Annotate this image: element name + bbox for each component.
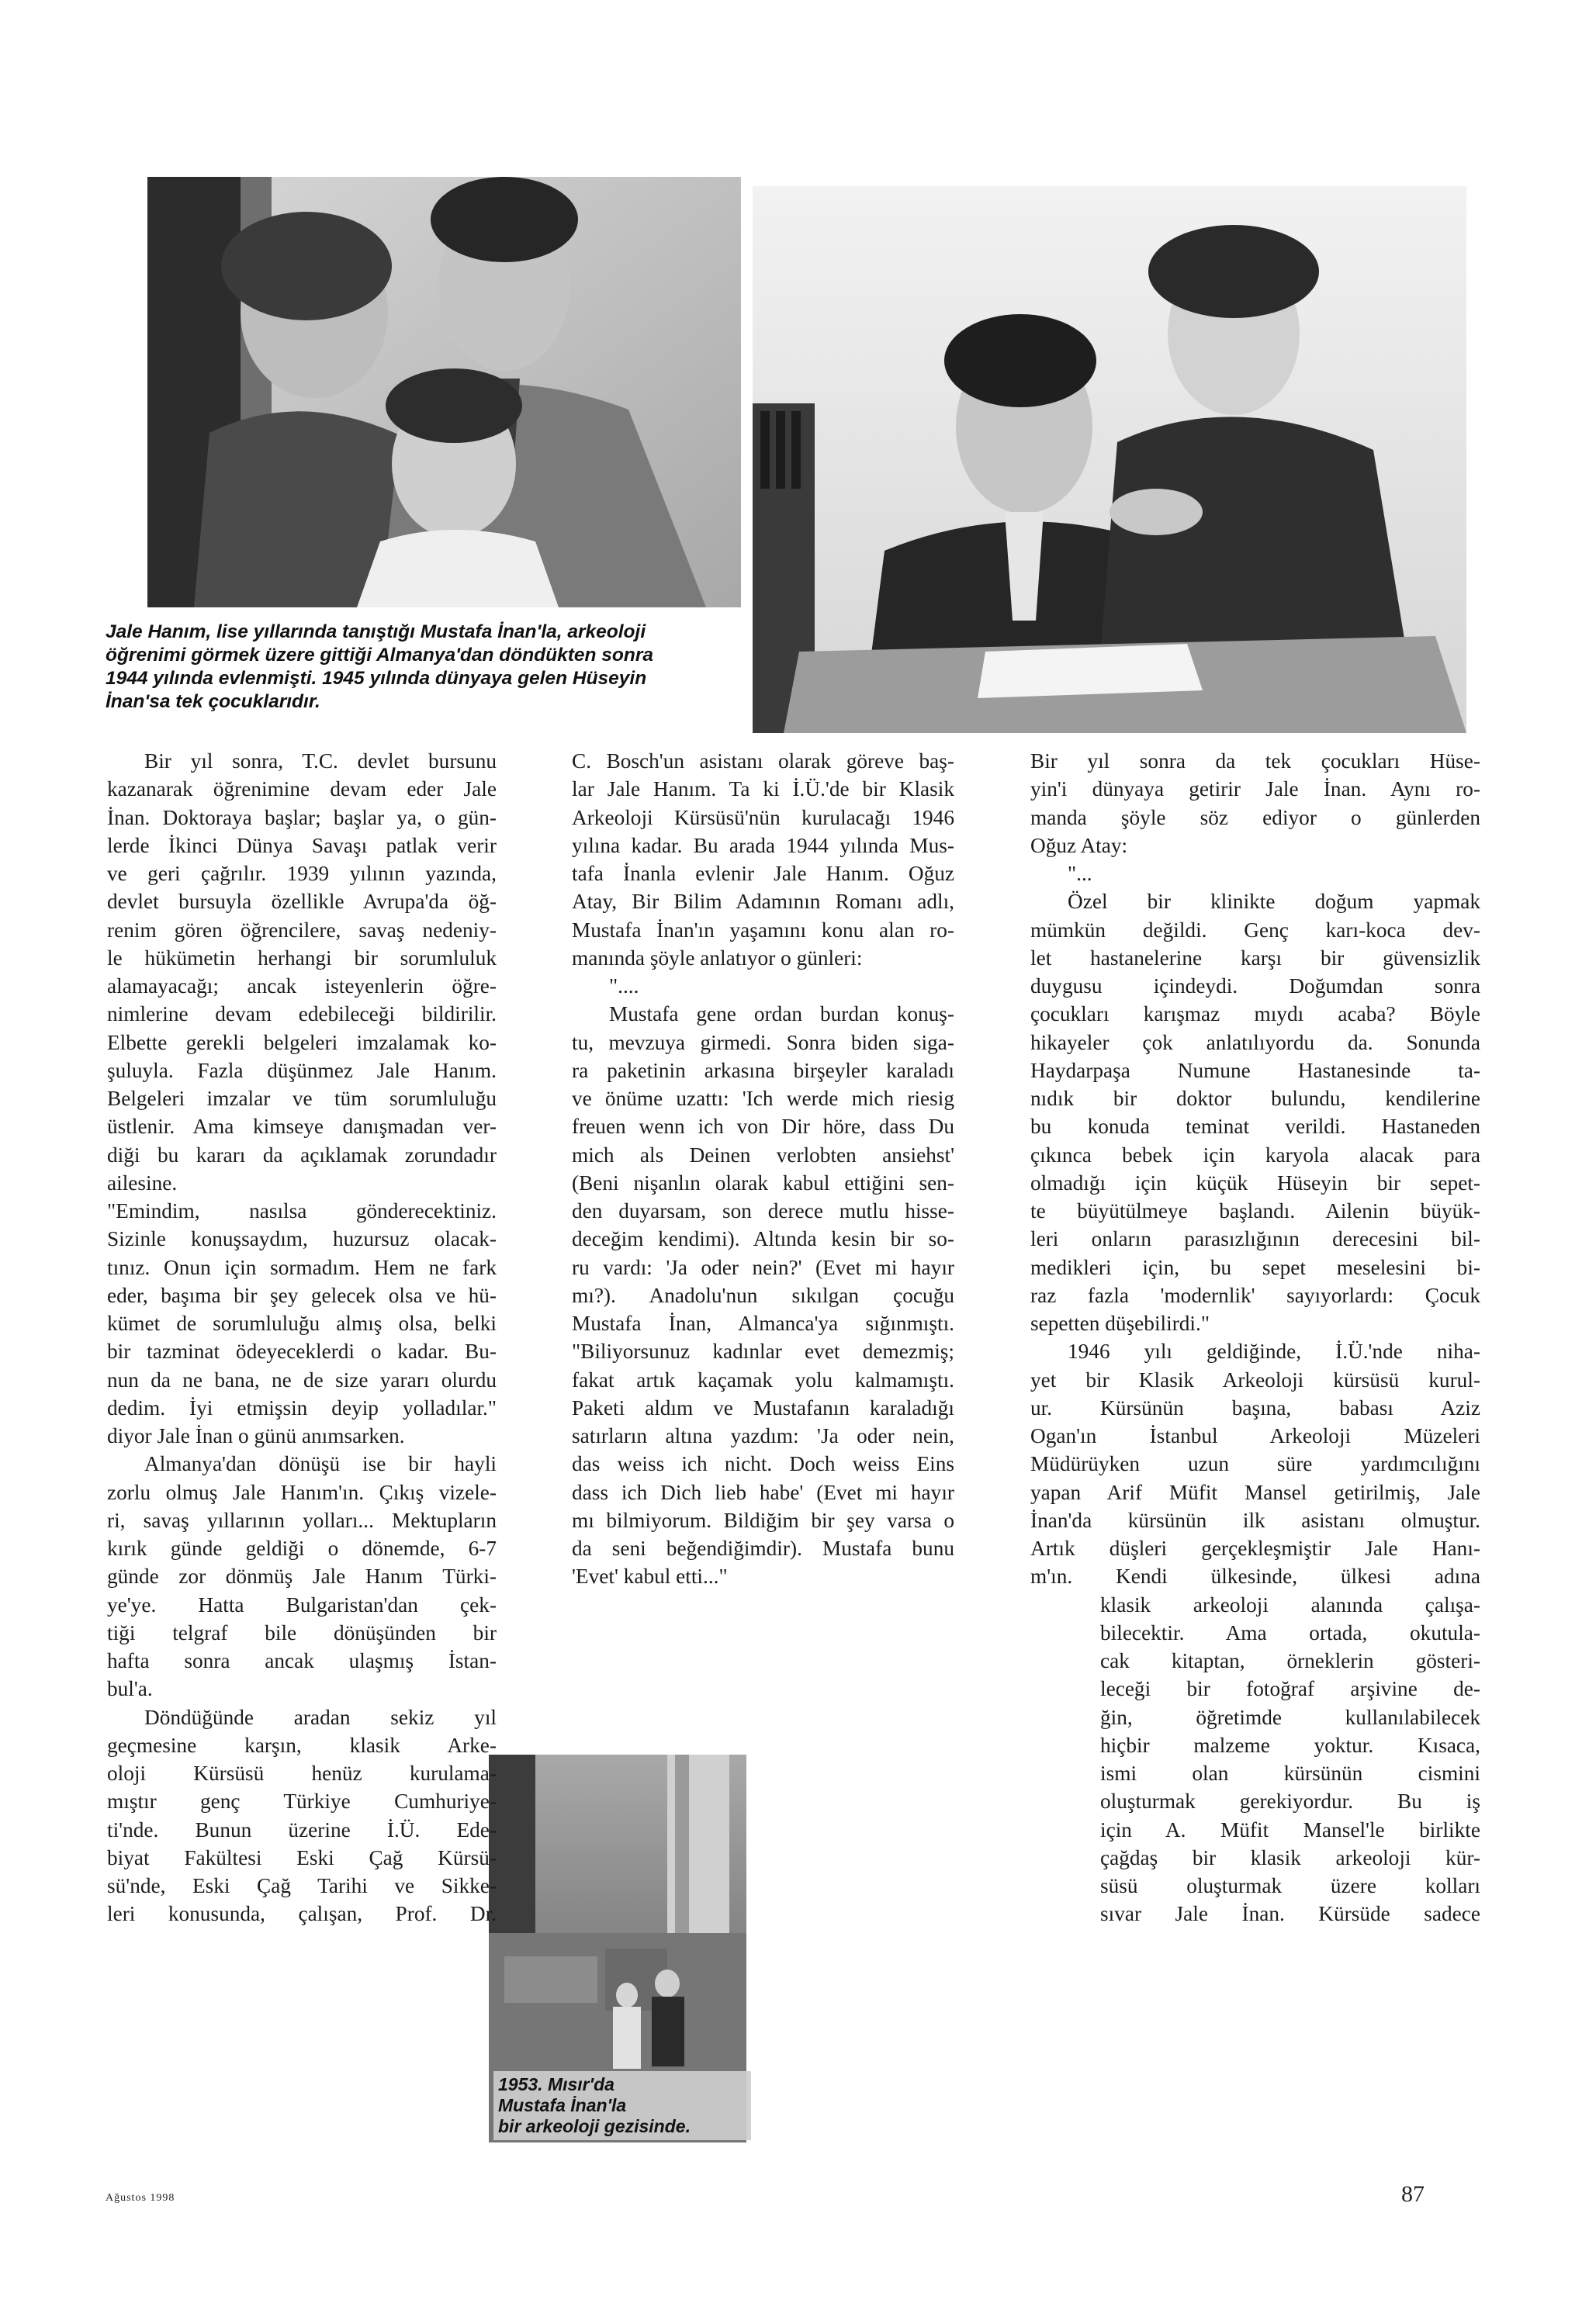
text-line: için A. Müfit Mansel'le birlikte <box>1100 1817 1480 1842</box>
text-line: (Beni nişanlın olarak kabul ettiğini sen- <box>572 1171 954 1195</box>
text-line: medikleri için, bu sepet meselesini bi- <box>1030 1255 1480 1279</box>
text-line: süsü oluşturmak üzere kolları <box>1100 1874 1480 1897</box>
text-line: renim gören öğrencilere, savaş nedeniy- <box>107 918 497 942</box>
caption-line: 1944 yılında evlenmişti. 1945 yılında dünyaya gelen Hüseyin <box>106 668 647 689</box>
text-line: te büyütülmeye başlandı. Ailenin büyük- <box>1030 1199 1480 1223</box>
family-photo-caption <box>106 621 726 714</box>
text-line: freuen wenn ich von Dir höre, dass Du <box>572 1115 954 1139</box>
text-line: olmadığı için küçük Hüseyin bir sepet- <box>1030 1171 1480 1195</box>
text-line: bir tazminat ödeyeceklerdi o kadar. Bu- <box>107 1340 497 1364</box>
text-line: tafa İnanla evlenir Jale Hanım. Oğuz <box>572 862 954 885</box>
text-line: ismi olan kürsünün cismini <box>1100 1762 1480 1785</box>
text-line: Haydarpaşa Numune Hastanesinde ta- <box>1030 1058 1480 1082</box>
text-line: den duyarsam, son derece mutlu hisse- <box>572 1199 954 1223</box>
text-line: yet bir Klasik Arkeoloji kürsüsü kurul- <box>1030 1368 1480 1392</box>
text-line: ve geri çağrılır. 1939 yılının yazında, <box>107 862 497 885</box>
text-line: klasik arkeoloji alanında çalışa- <box>1100 1593 1480 1617</box>
text-line: raz fazla 'modernlik' sayıyorlardı: Çocuk <box>1030 1283 1480 1307</box>
text-line: Özel bir klinikte doğum yapmak <box>1068 890 1480 914</box>
text-line: alamayacağı; ancak isteyenlerin öğre- <box>107 974 497 998</box>
text-line: mı?). Anadolu'nun sıkılgan çocuğu <box>572 1283 954 1307</box>
text-line: cak kitaptan, örneklerin gösteri- <box>1100 1649 1480 1672</box>
text-line: hikayeler çok anlatılıyordu da. Sonunda <box>1030 1030 1480 1054</box>
text-line: Paketi aldım ve Mustafanın karaladığı <box>572 1395 954 1420</box>
text-line: 'Evet' kabul etti..." <box>572 1565 728 1589</box>
text-line: günde zor dönmüş Jale Hanım Türki- <box>107 1565 497 1589</box>
text-line: yılına kadar. Bu arada 1944 yılında Mus- <box>572 833 954 857</box>
text-line: da seni beğendiğimdir). Mustafa bunu <box>572 1537 954 1560</box>
text-line: Atay, Bir Bilim Adamının Romanı adlı, <box>572 890 954 914</box>
text-line: çıkınca bebek için karyola alacak para <box>1030 1143 1480 1167</box>
text-line: ru vardı: 'Ja oder nein?' (Evet mi hayır <box>572 1255 954 1279</box>
text-line: kırık günde geldiği o dönemde, 6-7 <box>107 1537 497 1560</box>
text-line: tiği telgraf bile dönüşünden bir <box>107 1620 497 1644</box>
text-line: İnan. Doktoraya başlar; başlar ya, o gün- <box>107 805 497 829</box>
text-line: sepetten düşebilirdi." <box>1030 1312 1210 1335</box>
text-line: ".... <box>609 974 639 998</box>
text-line: geçmesine karşın, klasik Arke- <box>107 1733 497 1757</box>
text-line: Artık düşleri gerçekleşmiştir Jale Hanı- <box>1030 1537 1480 1560</box>
article-column-3 <box>1030 747 1480 1928</box>
caption-line: İnan'sa tek çocuklarıdır. <box>106 691 320 712</box>
text-line: oluşturmak gerekiyordur. Bu iş <box>1100 1790 1480 1814</box>
caption-line: Mustafa İnan'la <box>498 2095 627 2115</box>
text-line: "Emindim, nasılsa gönderecektiniz. <box>107 1199 497 1223</box>
text-line: ri, savaş yıllarının yolları... Mektupların <box>107 1508 497 1532</box>
text-line: lerde İkinci Dünya Savaşı patlak verir <box>107 833 497 857</box>
text-line: 1946 yılı geldiğinde, İ.Ü.'nde niha- <box>1068 1340 1480 1364</box>
text-line: bu konuda teminat verildi. Hastaneden <box>1030 1115 1480 1139</box>
text-line: kümet de sorumluluğu almış olsa, belki <box>107 1312 497 1335</box>
text-line: "... <box>1068 862 1092 885</box>
text-line: Arkeoloji Kürsüsü'nün kurulacağı 1946 <box>572 805 954 829</box>
text-line: leceği bir fotoğraf arşivine de- <box>1100 1677 1480 1701</box>
text-line: Bir yıl sonra da tek çocukları Hüse- <box>1030 749 1480 773</box>
text-line: dass ich Dich lieb habe' (Evet mi hayır <box>572 1480 954 1504</box>
text-line: nun da ne bana, ne de size yararı olurdu <box>107 1368 497 1392</box>
text-line: Bir yıl sonra, T.C. devlet bursunu <box>144 749 497 773</box>
text-line: diği bu kararı da açıklamak zorundadır <box>107 1143 497 1167</box>
text-line: manında şöyle anlatıyor o günleri: <box>572 946 863 970</box>
issue-date: Ağustos 1998 <box>106 2192 175 2204</box>
text-line: ye'ye. Hatta Bulgaristan'dan çek- <box>107 1593 497 1617</box>
text-line: Oğuz Atay: <box>1030 833 1128 857</box>
text-line: let hastanelerine karşı bir güvensizlik <box>1030 946 1480 970</box>
text-line: biyat Fakültesi Eski Çağ Kürsü- <box>107 1845 497 1869</box>
text-line: Belgeleri imzalar ve tüm sorumluluğu <box>107 1087 497 1110</box>
text-line: bul'a. <box>107 1677 153 1701</box>
text-line: tu, mevzuya girmedi. Sonra biden siga- <box>572 1030 954 1054</box>
couple-photo <box>753 186 1466 733</box>
article-column-2 <box>572 747 954 1591</box>
text-line: mıştır genç Türkiye Cumhuriye- <box>107 1790 497 1814</box>
text-line: devlet bursuyla özellikle Avrupa'da öğ- <box>107 890 497 914</box>
text-line: dedim. İyi etmişsin deyip yolladılar." <box>107 1395 497 1420</box>
text-line: Mustafa İnan, Almanca'ya sığınmıştı. <box>572 1312 954 1335</box>
text-line: hiçbir malzeme yoktur. Kısaca, <box>1100 1733 1480 1757</box>
travel-photo-caption <box>493 2071 751 2140</box>
text-line: Müdürüyken uzun süre yardımcılığını <box>1030 1452 1480 1476</box>
text-line: sü'nde, Eski Çağ Tarihi ve Sikke- <box>107 1874 497 1897</box>
text-line: Elbette gerekli belgeleri imzalamak ko- <box>107 1030 497 1054</box>
text-line: ğin, öğretimde kullanılabilecek <box>1100 1705 1480 1729</box>
text-line: das weiss ich nicht. Doch weiss Eins <box>572 1452 954 1476</box>
text-line: leri konusunda, çalışan, Prof. Dr. <box>107 1902 497 1926</box>
text-line: oloji Kürsüsü henüz kurulama- <box>107 1762 497 1785</box>
text-line: Mustafa İnan'ın yaşamını konu alan ro- <box>572 918 954 942</box>
text-line: fakat artık kaçamak yolu kalmamıştı. <box>572 1368 954 1392</box>
text-line: C. Bosch'un asistanı olarak göreve baş- <box>572 749 954 773</box>
text-line: çağdaş bir klasik arkeoloji kür- <box>1100 1845 1480 1869</box>
page-number: 87 <box>1401 2181 1425 2207</box>
text-line: mümkün değildi. Genç karı-koca dev- <box>1030 918 1480 942</box>
text-line: le hükümetin herhangi bir sorumluluk <box>107 946 497 970</box>
article-column-3-wide <box>1030 747 1480 1591</box>
text-line: nimlerine devam edebileceği bildirilir. <box>107 1002 497 1026</box>
text-line: yapan Arif Müfit Mansel getirilmiş, Jale <box>1030 1480 1480 1504</box>
text-line: İnan'da kürsünün ilk asistanı olmuştur. <box>1030 1508 1480 1532</box>
text-line: deceğim kendimi). Altında kesin bir so- <box>572 1227 954 1251</box>
text-line: "Biliyorsunuz kadınlar evet demezmiş; <box>572 1340 954 1364</box>
text-line: ailesine. <box>107 1171 178 1195</box>
text-line: ra paketinin arkasına birşeyler karaladı <box>572 1058 954 1082</box>
text-line: ur. Kürsünün başına, babası Aziz <box>1030 1395 1480 1420</box>
text-line: manda şöyle söz ediyor o günlerden <box>1030 805 1480 829</box>
text-line: çocukları karışmaz mıydı acaba? Böyle <box>1030 1002 1480 1026</box>
text-line: zorlu olmuş Jale Hanım'ın. Çıkış vizele- <box>107 1480 497 1504</box>
text-line: şuluyla. Fazla düşünmez Jale Hanım. <box>107 1058 497 1082</box>
text-line: Ogan'ın İstanbul Arkeoloji Müzeleri <box>1030 1424 1480 1447</box>
text-line: üstlenir. Ama kimseye danışmadan ver- <box>107 1115 497 1139</box>
text-line: bilecektir. Ama ortada, okutula- <box>1100 1620 1480 1644</box>
text-line: satırların altına yazdım: 'Ja oder nein, <box>572 1424 954 1447</box>
text-line: nıdık bir doktor bulundu, kendilerine <box>1030 1087 1480 1110</box>
text-line: m'ın. Kendi ülkesinde, ülkesi adına <box>1030 1565 1480 1589</box>
article-column-3-narrow <box>1100 1591 1480 1928</box>
text-line: ti'nde. Bunun üzerine İ.Ü. Ede- <box>107 1817 497 1842</box>
caption-line: bir arkeoloji gezisinde. <box>498 2116 691 2136</box>
text-line: diyor Jale İnan o günü anımsarken. <box>107 1424 405 1447</box>
text-line: lar Jale Hanım. Ta ki İ.Ü.'de bir Klasik <box>572 777 954 801</box>
text-line: sıvar Jale İnan. Kürsüde sadece <box>1100 1902 1480 1926</box>
article-column-1 <box>107 747 497 1928</box>
text-line: leri onların parasızlığının derecesini bil- <box>1030 1227 1480 1251</box>
text-line: Almanya'dan dönüşü ise bir hayli <box>144 1452 497 1476</box>
text-line: mı bilmiyorum. Bildiğim bir şey varsa o <box>572 1508 954 1532</box>
text-line: tınız. Onun için sormadım. Hem ne fark <box>107 1255 497 1279</box>
family-photo <box>147 177 741 607</box>
text-line: yin'i dünyaya getirir Jale İnan. Aynı ro- <box>1030 777 1480 801</box>
caption-line: 1953. Mısır'da <box>498 2074 614 2094</box>
text-line: Mustafa gene ordan burdan konuş- <box>609 1002 954 1026</box>
caption-line: Jale Hanım, lise yıllarında tanıştığı Mustafa İnan'la, arkeoloji <box>106 621 646 642</box>
caption-line: öğrenimi görmek üzere gittiği Almanya'dan döndükten sonra <box>106 645 653 666</box>
text-line: mich als Deinen verlobten ansiehst' <box>572 1143 954 1167</box>
text-line: hafta sonra ancak ulaşmış İstan- <box>107 1649 497 1672</box>
text-line: ve önüme uzattı: 'Ich werde mich riesig <box>572 1087 954 1110</box>
text-line: eder, başıma bir şey gelecek olsa ve hü- <box>107 1283 497 1307</box>
text-line: kazanarak öğrenimine devam eder Jale <box>107 777 497 801</box>
text-line: Döndüğünde aradan sekiz yıl <box>144 1705 497 1729</box>
text-line: Sizinle konuşsaydım, huzursuz olacak- <box>107 1227 497 1251</box>
text-line: duygusu içindeydi. Doğumdan sonra <box>1030 974 1480 998</box>
